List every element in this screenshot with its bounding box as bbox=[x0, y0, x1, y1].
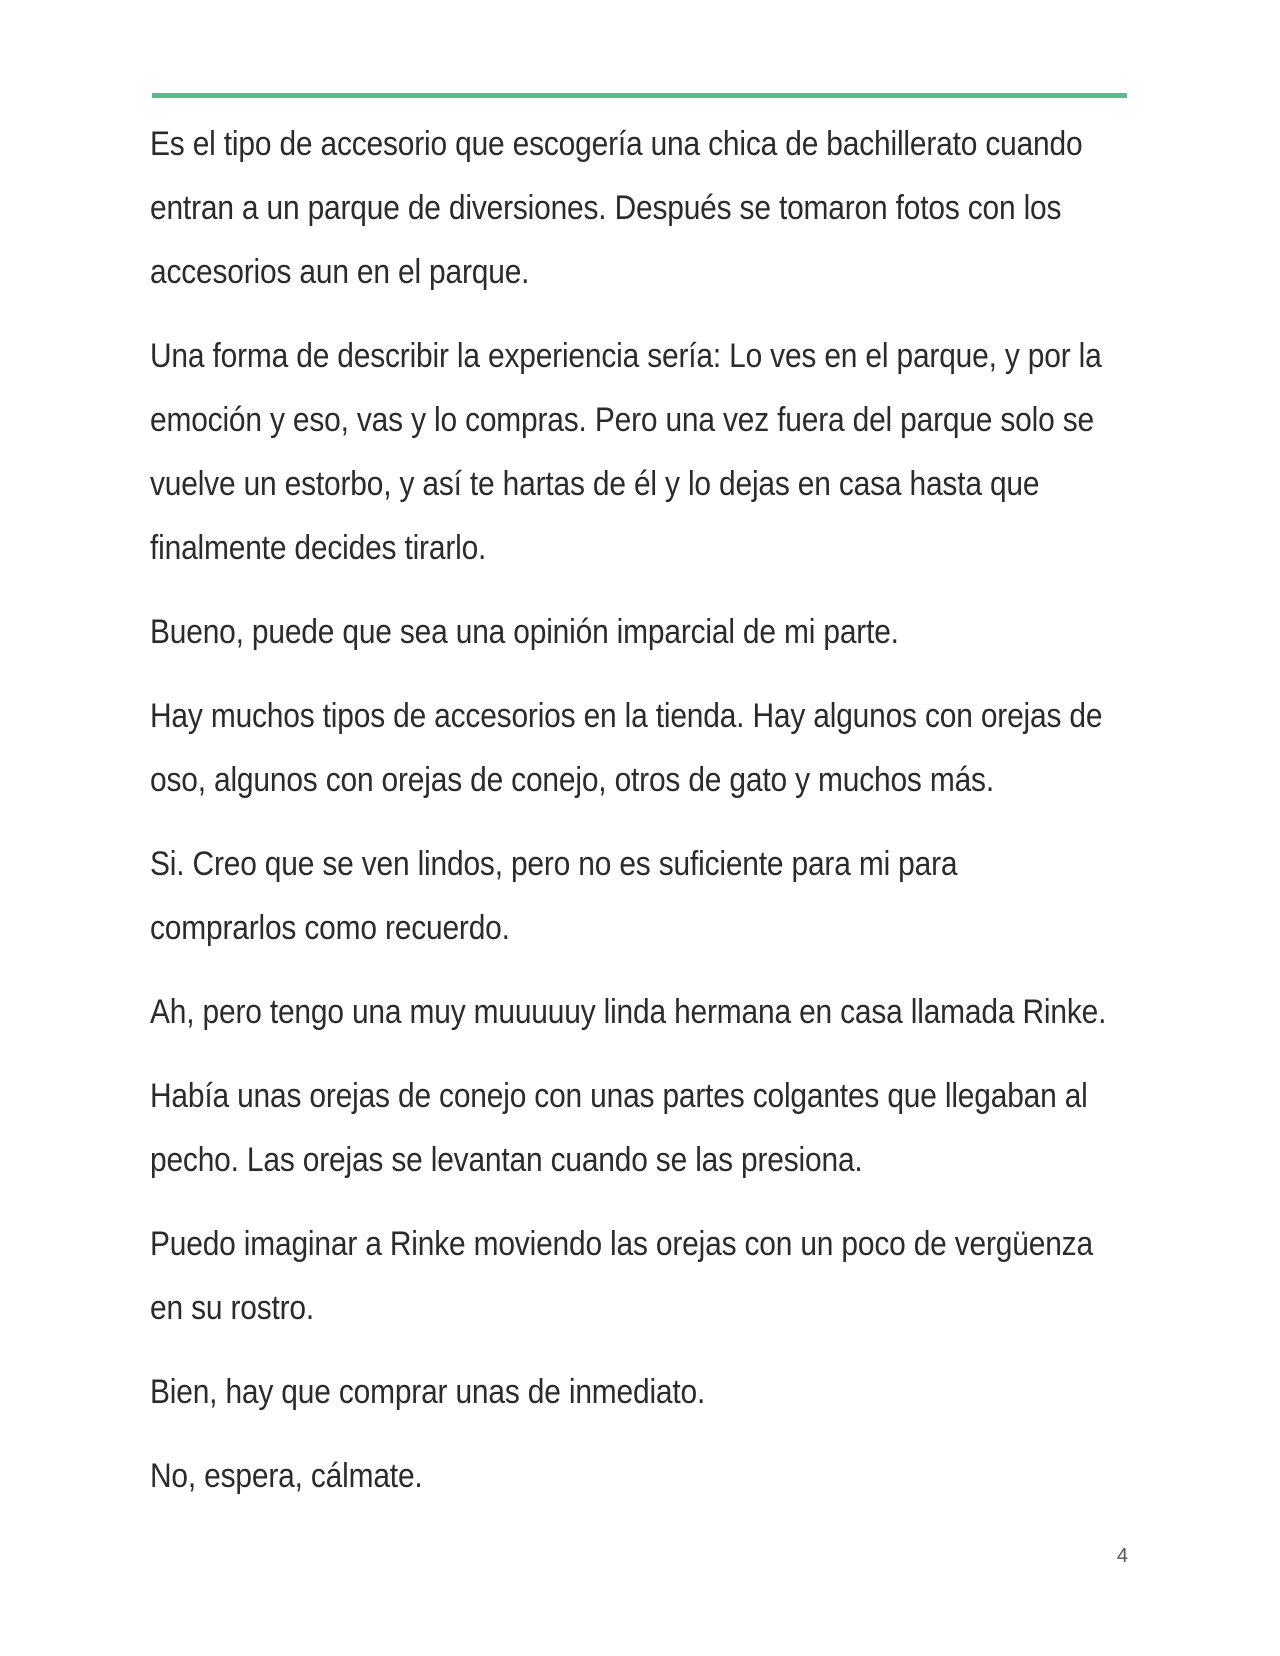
paragraph-2: Una forma de describir la experiencia sería: Lo ves en el parque, y por la emoción y eso, vas y lo compras. Pero una vez fuera del parque solo se vuelve un estorbo, y así te hartas de él y lo dejas en casa hasta que finalmente decides tirarlo. bbox=[150, 337, 1102, 567]
paragraph-6: Ah, pero tengo una muy muuuuuy linda hermana en casa llamada Rinke. bbox=[150, 993, 1107, 1031]
paragraph-4: Hay muchos tipos de accesorios en la tienda. Hay algunos con orejas de oso, algunos con orejas de conejo, otros de gato y muchos más. bbox=[150, 697, 1103, 799]
paragraph-5: Si. Creo que se ven lindos, pero no es suficiente para mi para comprarlos como recuerdo. bbox=[150, 845, 958, 947]
page-body bbox=[150, 112, 1135, 1528]
paragraph-9: Bien, hay que comprar unas de inmediato. bbox=[150, 1373, 706, 1411]
paragraph-10: No, espera, cálmate. bbox=[150, 1457, 423, 1495]
paragraph-8: Puedo imaginar a Rinke moviendo las orejas con un poco de vergüenza en su rostro. bbox=[150, 1225, 1093, 1327]
paragraph-3: Bueno, puede que sea una opinión imparcial de mi parte. bbox=[150, 613, 899, 651]
header-divider bbox=[152, 93, 1127, 98]
paragraph-7: Había unas orejas de conejo con unas partes colgantes que llegaban al pecho. Las orejas se levantan cuando se las presiona. bbox=[150, 1077, 1088, 1179]
page-number: 4 bbox=[1116, 1545, 1128, 1567]
paragraph-1: Es el tipo de accesorio que escogería una chica de bachillerato cuando entran a un parque de diversiones. Después se tomaron fotos con los accesorios aun en el parque. bbox=[150, 125, 1083, 291]
